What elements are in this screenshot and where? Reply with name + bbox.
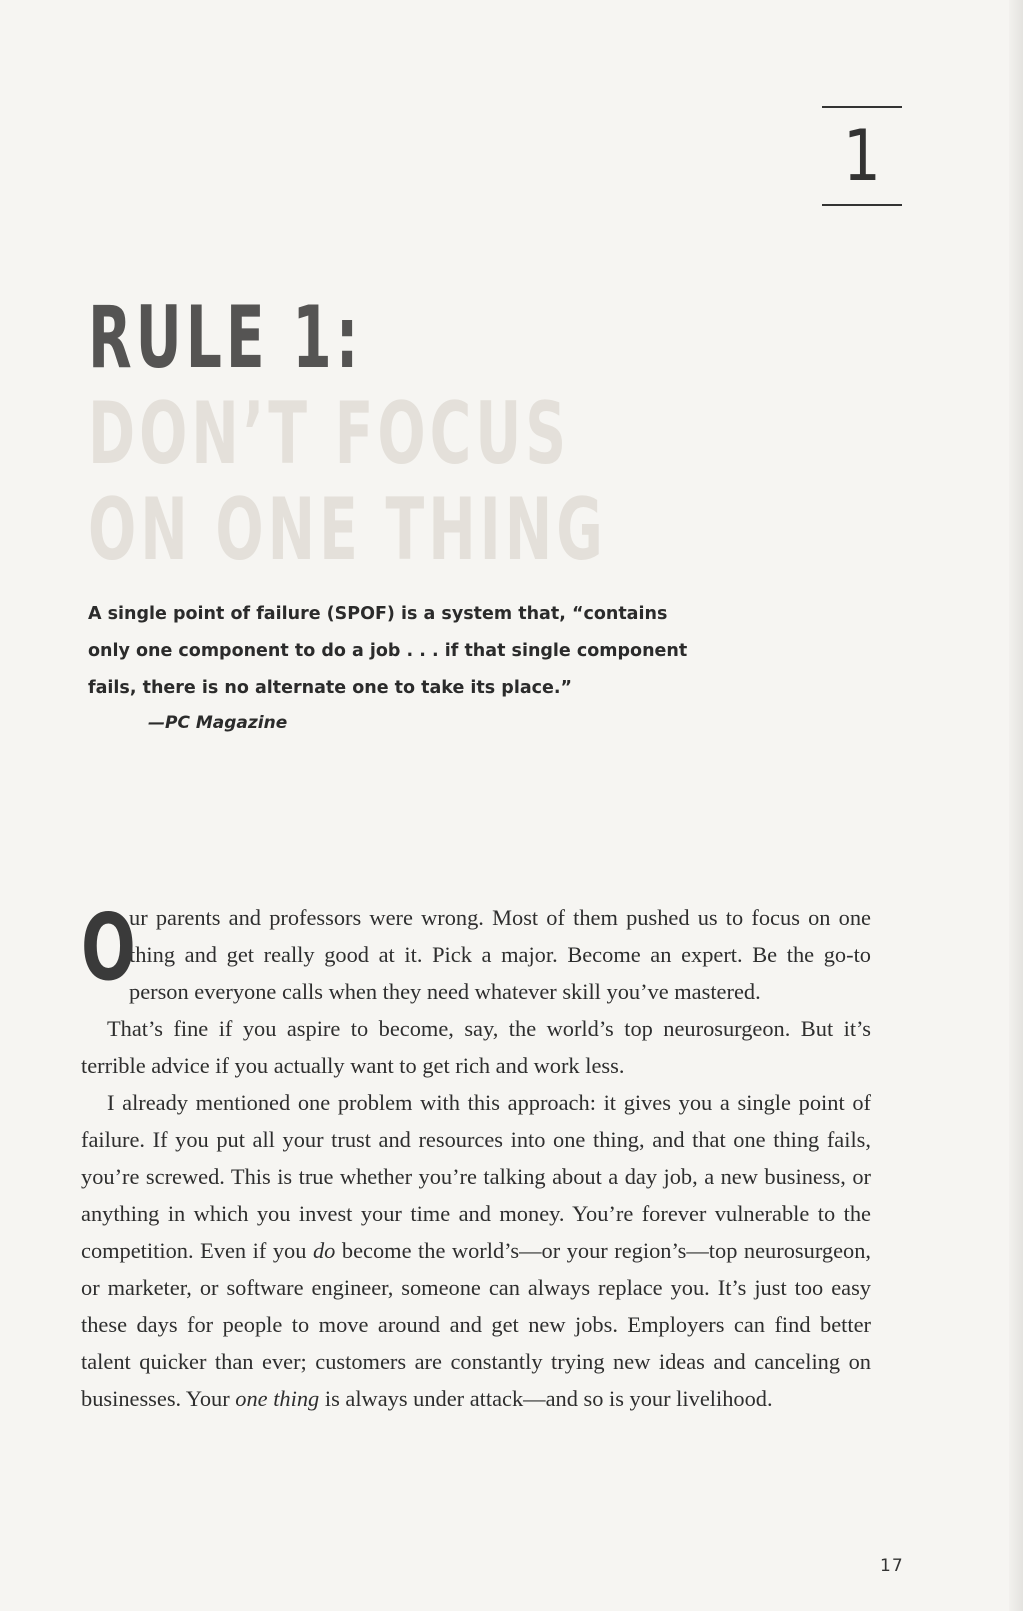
- paragraph-3: [81, 1084, 871, 1417]
- chapter-title: [88, 290, 788, 578]
- paragraph-3-part-1: I already mentioned one problem with this approach: it gives you a single point of failure. If you put all your trust and resources into one thing, and that one thing fails, you’re screwed. This is true whether you’re talking about a day job, a new business, or anything in which you invest your time and money. You’re forever vulnerable to the competition. Even if you: [81, 1090, 871, 1263]
- body-text: [81, 894, 871, 1417]
- title-line-2: DON’T FOCUS: [88, 384, 571, 484]
- epigraph-quote: A single point of failure (SPOF) is a system that, “contains only one component to do a job . . . if that single component fails, there is no alternate one to take its place.”: [88, 604, 688, 698]
- title-line-3: ON ONE THING: [88, 480, 607, 580]
- paragraph-1-text: ur parents and professors were wrong. Most of them pushed us to focus on one thing and get really good at it. Pick a major. Become an expert. Be the go-to person everyone calls when they need whatever skill you’ve mastered.: [129, 905, 871, 1004]
- page-edge: [1009, 0, 1023, 1611]
- paragraph-3-emphasis-1: do: [312, 1238, 336, 1263]
- chapter-rule-bottom: [822, 204, 902, 206]
- page-number: 17: [880, 1556, 904, 1576]
- paragraph-2: That’s fine if you aspire to become, say, the world’s top neurosurgeon. But it’s terrible advice if you actually want to get rich and work less.: [81, 1016, 871, 1078]
- chapter-number-block: [822, 106, 902, 208]
- paragraph-3-part-2: become the world’s—or your region’s—top neurosurgeon, or marketer, or software engineer, someone can always replace you. It’s just too easy these days for people to move around and get new jobs. Employers can find better talent quicker than ever; customers are constantly trying new ideas and canceling on businesses. Your: [81, 1238, 871, 1411]
- title-line-1: RULE 1:: [88, 288, 363, 388]
- chapter-rule-top: [822, 106, 902, 108]
- drop-cap: O: [81, 894, 136, 1001]
- chapter-number: 1: [843, 115, 881, 197]
- paragraph-3-emphasis-2: one thing: [235, 1386, 320, 1411]
- paragraph-1: [81, 894, 871, 1010]
- epigraph-source: —PC Magazine: [148, 713, 288, 733]
- paragraph-3-part-3: is always under attack—and so is your livelihood.: [319, 1386, 773, 1411]
